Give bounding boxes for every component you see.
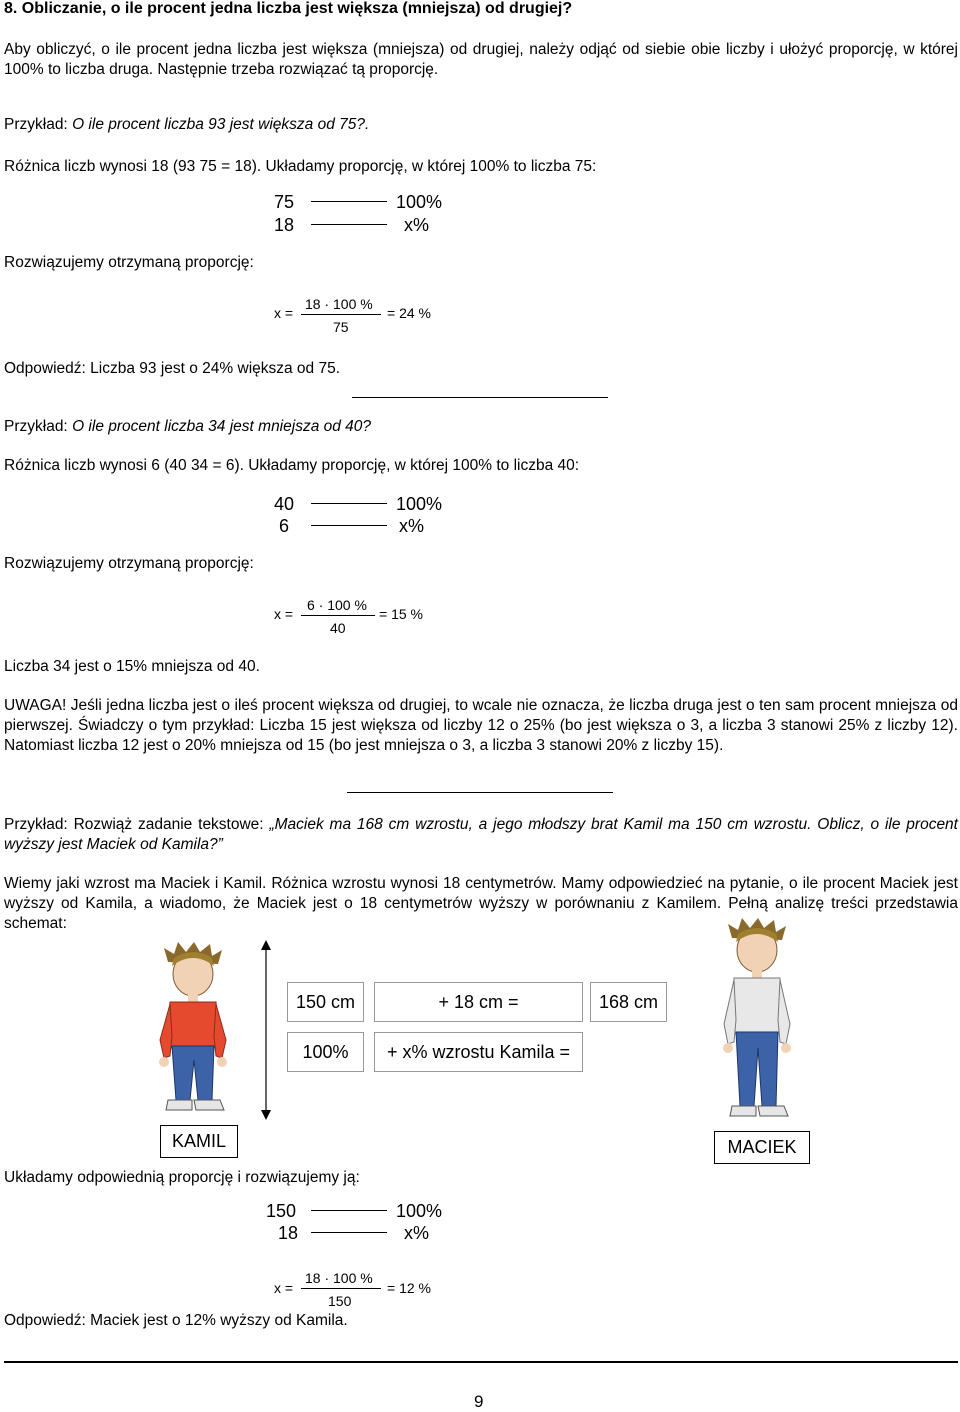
formula1-result: = 24 % <box>387 305 431 321</box>
formula1-lhs: x = <box>274 305 294 321</box>
example3-title: Przykład: Rozwiąż zadanie tekstowe: „Maciek ma 168 cm wzrostu, a jego młodszy brat Kamil ma 150 cm wzrostu. Oblicz, o ile procent wyższy jest Maciek od Kamila?” <box>4 816 958 853</box>
proportion2-b: 6 <box>279 516 290 536</box>
formula2-numerator: 6 · 100 % <box>307 597 367 613</box>
warning-paragraph: UWAGA! Jeśli jedna liczba jest o ileś procent większa od drugiej, to wcale nie oznacza, że liczba druga jest o ten sam procent mniejsza od pierwszej. Świadczy o tym przykład: Liczba 15 jest większa od liczby 12 o 25% (bo jest większa o 3, a liczba 3 stanowi 25% z liczby 12). Natomiast liczba 12 jest o 20% mniejsza od 15 (bo jest mniejsza o 3, a liczba 3 stanowi 20% z liczby 15). <box>4 697 958 754</box>
separator-1 <box>352 397 608 398</box>
section-heading: 8. Obliczanie, o ile procent jedna liczba jest większa (mniejsza) od drugiej? <box>4 0 573 17</box>
proportion3-a: 150 <box>266 1201 297 1221</box>
formula3-numerator: 18 · 100 % <box>305 1270 373 1286</box>
proportion1-d: x% <box>404 215 430 235</box>
example1-difference: Różnica liczb wynosi 18 (93 75 = 18). Układamy proporcję, w której 100% to liczba 75: <box>4 158 597 175</box>
example2-answer: Liczba 34 jest o 15% mniejsza od 40. <box>4 658 260 675</box>
proportion1-line-bottom <box>311 224 387 225</box>
intro-paragraph: Aby obliczyć, o ile procent jedna liczba jest większa (mniejsza) od drugiej, należy odjąć od siebie obie liczby i ułożyć proporcję, w której 100% to liczba druga. Następnie trzeba rozwiązać tą proporcję. <box>4 41 958 78</box>
proportion2-c: 100% <box>396 494 443 514</box>
formula1-fraction-bar <box>301 314 381 315</box>
proportion2-d: x% <box>399 516 425 536</box>
example1-title: Przykład: O ile procent liczba 93 jest większa od 75?. <box>4 116 370 133</box>
proportion2-line-bottom <box>311 525 387 526</box>
separator-2 <box>347 792 613 793</box>
maciek-name-label: MACIEK <box>714 1131 810 1164</box>
proportion1-b: 18 <box>274 215 295 235</box>
schema-box-100-percent: 100% <box>287 1032 364 1072</box>
schema-box-x-percent: + x% wzrostu Kamila = <box>374 1032 583 1072</box>
formula2-denominator: 40 <box>330 620 346 636</box>
formula2-lhs: x = <box>274 606 294 622</box>
page-number: 9 <box>474 1392 484 1411</box>
formula1-denominator: 75 <box>333 319 349 335</box>
proportion1-line-top <box>311 201 387 202</box>
example2-difference: Różnica liczb wynosi 6 (40 34 = 6). Układamy proporcję, w której 100% to liczba 40: <box>4 457 580 474</box>
example2-solve-label: Rozwiązujemy otrzymaną proporcję: <box>4 555 254 572</box>
footer-rule <box>4 1361 958 1363</box>
example1-answer: Odpowiedź: Liczba 93 jest o 24% większa od 75. <box>4 360 341 377</box>
proportion3-line-bottom <box>311 1232 387 1233</box>
example3-setup: Układamy odpowiednią proporcję i rozwiązujemy ją: <box>4 1169 360 1186</box>
schema-box-difference: + 18 cm = <box>374 982 583 1022</box>
proportion1-a: 75 <box>274 192 295 212</box>
proportion3-d: x% <box>404 1223 430 1243</box>
formula3-lhs: x = <box>274 1280 294 1296</box>
example3-answer: Odpowiedź: Maciek jest o 12% wyższy od Kamila. <box>4 1312 348 1329</box>
proportion2-a: 40 <box>274 494 295 514</box>
formula2-fraction-bar <box>301 615 375 616</box>
schema-box-kamil-height: 150 cm <box>287 982 364 1022</box>
schema-box-maciek-height: 168 cm <box>590 982 667 1022</box>
kamil-name-label: KAMIL <box>160 1125 238 1158</box>
formula1-numerator: 18 · 100 % <box>305 296 373 312</box>
kamil-boy-illustration <box>138 940 248 1120</box>
formula3-denominator: 150 <box>328 1293 352 1309</box>
example3-analysis: Wiemy jaki wzrost ma Maciek i Kamil. Różnica wzrostu wynosi 18 centymetrów. Mamy odpowiedzieć na pytanie, o ile procent Maciek jest wyższy od Kamila, a wiadomo, że Maciek jest o 18 centymetrów wyższy w porównaniu z Kamilem. Pełną analizę treści przedstawia schemat: <box>4 875 958 932</box>
formula2-result: = 15 % <box>379 606 423 622</box>
proportion3-b: 18 <box>278 1223 299 1243</box>
maciek-boy-illustration <box>702 916 812 1126</box>
example1-solve-label: Rozwiązujemy otrzymaną proporcję: <box>4 254 254 271</box>
proportion1-c: 100% <box>396 192 443 212</box>
proportion3-line-top <box>311 1210 387 1211</box>
formula3-fraction-bar <box>301 1288 381 1289</box>
formula3-result: = 12 % <box>387 1280 431 1296</box>
example2-title: Przykład: O ile procent liczba 34 jest mniejsza od 40? <box>4 418 372 435</box>
height-arrow-icon <box>258 940 274 1120</box>
proportion3-c: 100% <box>396 1201 443 1221</box>
proportion2-line-top <box>311 503 387 504</box>
